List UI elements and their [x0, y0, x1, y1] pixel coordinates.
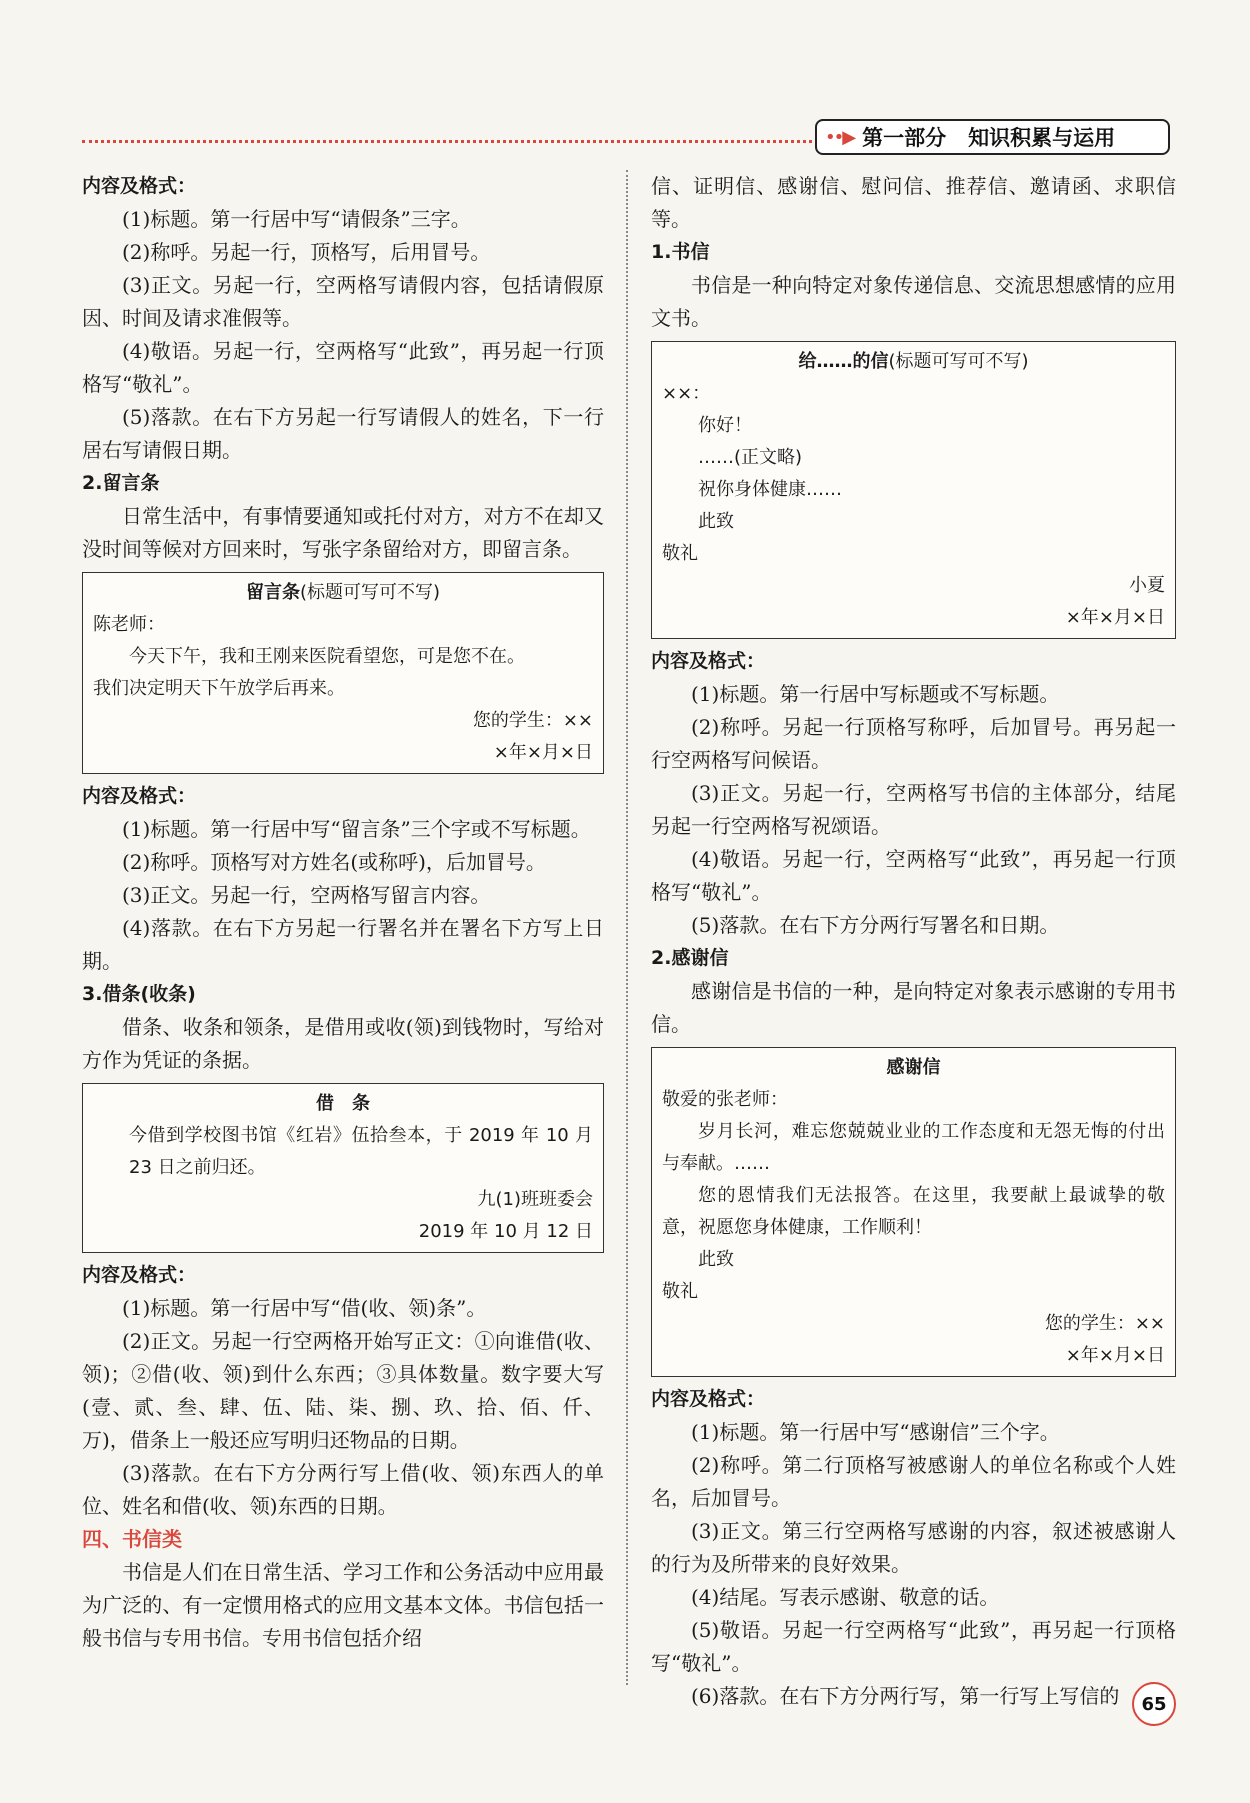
- subsection-title: 2.留言条: [82, 472, 160, 494]
- text-line: (1)标题。第一行居中写“借(收、领)条”。: [122, 1296, 487, 1320]
- box-salutation: 陈老师：: [93, 614, 165, 635]
- box-salutation: ××：: [662, 383, 711, 404]
- box-signature: 您的学生：××: [472, 710, 593, 731]
- text-line: 内容及格式：: [82, 175, 197, 197]
- right-block-3: [651, 1383, 1176, 1713]
- example-box-note: [82, 572, 604, 774]
- box-salutation: 敬爱的张老师：: [662, 1089, 788, 1110]
- text-line: 借条、收条和领条，是借用或收(领)到钱物时，写给对方作为凭证的条据。: [82, 1015, 604, 1072]
- header-dotted-rule: [82, 140, 812, 143]
- section-title: 四、书信类: [82, 1527, 182, 1551]
- box-title: 借 条: [316, 1093, 370, 1114]
- text-line: (3)正文。另起一行，空两格写书信的主体部分，结尾另起一行空两格写祝颂语。: [651, 781, 1176, 838]
- box-body: 您的恩情我们无法报答。在这里，我要献上最诚挚的敬意，祝愿您身体健康，工作顺利！: [662, 1185, 1165, 1238]
- box-closing: 此致: [698, 1249, 734, 1270]
- text-line: (2)称呼。另起一行，顶格写，后用冒号。: [122, 240, 491, 264]
- left-block-3: [82, 1259, 604, 1655]
- box-title-note: (标题可写可不写): [888, 351, 1029, 372]
- left-column: [82, 170, 604, 1655]
- text-line: (2)称呼。另起一行顶格写称呼，后加冒号。再另起一行空两格写问候语。: [651, 715, 1176, 772]
- text-line: (6)落款。在右下方分两行写，第一行写上写信的: [691, 1684, 1120, 1708]
- text-line: (4)敬语。另起一行，空两格写“此致”，再另起一行顶格写“敬礼”。: [82, 339, 604, 396]
- text-line: 内容及格式：: [651, 650, 766, 672]
- box-date: ×年×月×日: [1065, 607, 1165, 628]
- text-line: (1)标题。第一行居中写标题或不写标题。: [691, 682, 1060, 706]
- left-block-1: [82, 170, 604, 566]
- text-line: 信、证明信、感谢信、慰问信、推荐信、邀请函、求职信等。: [651, 174, 1176, 231]
- subsection-title: 3.借条(收条): [82, 983, 196, 1005]
- box-wish: 祝你身体健康……: [698, 479, 842, 500]
- text-line: 书信是人们在日常生活、学习工作和公务活动中应用最为广泛的、有一定惯用格式的应用文基本文体。书信包括一般书信与专用书信。专用书信包括介绍: [82, 1560, 604, 1650]
- text-line: (1)标题。第一行居中写“留言条”三个字或不写标题。: [122, 817, 591, 841]
- text-line: (1)标题。第一行居中写“感谢信”三个字。: [691, 1420, 1060, 1444]
- example-box-thanks: [651, 1047, 1176, 1377]
- box-body: 岁月长河，难忘您兢兢业业的工作态度和无怨无悔的付出与奉献。……: [662, 1121, 1165, 1174]
- left-block-2: [82, 780, 604, 1077]
- text-line: (5)落款。在右下方分两行写署名和日期。: [691, 913, 1060, 937]
- right-column: [651, 170, 1176, 1713]
- box-closing: 此致: [698, 511, 734, 532]
- text-line: (5)落款。在右下方另起一行写请假人的姓名，下一行居右写请假日期。: [82, 405, 604, 462]
- right-block-1: [651, 170, 1176, 335]
- page-number: 65: [1132, 1682, 1176, 1726]
- box-signature: 您的学生：××: [1044, 1313, 1165, 1334]
- text-line: 内容及格式：: [82, 1264, 197, 1286]
- box-salute: 敬礼: [662, 543, 698, 564]
- text-line: 内容及格式：: [651, 1388, 766, 1410]
- header-part: 第一部分: [862, 126, 947, 150]
- box-date: 2019 年 10 月 12 日: [418, 1221, 593, 1242]
- text-line: (3)正文。另起一行，空两格写请假内容，包括请假原因、时间及请求准假等。: [82, 273, 604, 330]
- text-line: (4)落款。在右下方另起一行署名并在署名下方写上日期。: [82, 916, 604, 973]
- box-signature: 九(1)班班委会: [477, 1189, 593, 1210]
- section-header: [815, 119, 1170, 155]
- box-body: ……(正文略): [698, 447, 803, 468]
- box-date: ×年×月×日: [1065, 1345, 1165, 1366]
- text-line: (2)称呼。第二行顶格写被感谢人的单位名称或个人姓名，后加冒号。: [651, 1453, 1176, 1510]
- text-line: (3)落款。在右下方分两行写上借(收、领)东西人的单位、姓名和借(收、领)东西的日期。: [82, 1461, 604, 1518]
- text-line: (3)正文。第三行空两格写感谢的内容，叙述被感谢人的行为及所带来的良好效果。: [651, 1519, 1176, 1576]
- example-box-iou: [82, 1083, 604, 1253]
- text-line: 日常生活中，有事情要通知或托付对方，对方不在却又没时间等候对方回来时，写张字条留给对方，即留言条。: [82, 504, 604, 561]
- text-line: 内容及格式：: [82, 785, 197, 807]
- subsection-title: 2.感谢信: [651, 947, 729, 969]
- box-body: 今天下午，我和王刚来医院看望您，可是您不在。: [129, 646, 525, 667]
- box-body: 今借到学校图书馆《红岩》伍拾叁本，于 2019 年 10 月 23 日之前归还。: [129, 1125, 593, 1178]
- text-line: (4)敬语。另起一行，空两格写“此致”，再另起一行顶格写“敬礼”。: [651, 847, 1176, 904]
- right-block-2: [651, 645, 1176, 1041]
- box-title: 留言条: [245, 582, 300, 603]
- box-title: 感谢信: [886, 1057, 941, 1078]
- box-body: 我们决定明天下午放学后再来。: [93, 678, 345, 699]
- text-line: 书信是一种向特定对象传递信息、交流思想感情的应用文书。: [651, 273, 1176, 330]
- text-line: (2)正文。另起一行空两格开始写正文：①向谁借(收、领)；②借(收、领)到什么东西；③具体数量。数字要大写(壹、贰、叁、肆、伍、陆、柒、捌、玖、拾、佰、仟、万)，借条上一般还应写明归还物品的日期。: [82, 1329, 604, 1452]
- text-line: (3)正文。另起一行，空两格写留言内容。: [122, 883, 491, 907]
- example-box-letter: [651, 341, 1176, 639]
- header-title: 知识积累与运用: [968, 126, 1116, 150]
- text-line: (5)敬语。另起一行空两格写“此致”，再另起一行顶格写“敬礼”。: [651, 1618, 1176, 1675]
- subsection-title: 1.书信: [651, 241, 710, 263]
- text-line: (2)称呼。顶格写对方姓名(或称呼)，后加冒号。: [122, 850, 546, 874]
- box-title-note: (标题可写可不写): [299, 582, 441, 603]
- box-greeting: 你好！: [698, 415, 752, 436]
- box-title: 给……的信: [798, 351, 889, 372]
- box-date: ×年×月×日: [493, 742, 593, 763]
- column-divider: [626, 170, 628, 1685]
- text-line: (1)标题。第一行居中写“请假条”三字。: [122, 207, 471, 231]
- text-line: (4)结尾。写表示感谢、敬意的话。: [691, 1585, 1000, 1609]
- box-salute: 敬礼: [662, 1281, 698, 1302]
- text-line: 感谢信是书信的一种，是向特定对象表示感谢的专用书信。: [651, 979, 1176, 1036]
- box-signature: 小夏: [1129, 575, 1165, 596]
- header-arrow-icon: ••▶: [825, 126, 855, 148]
